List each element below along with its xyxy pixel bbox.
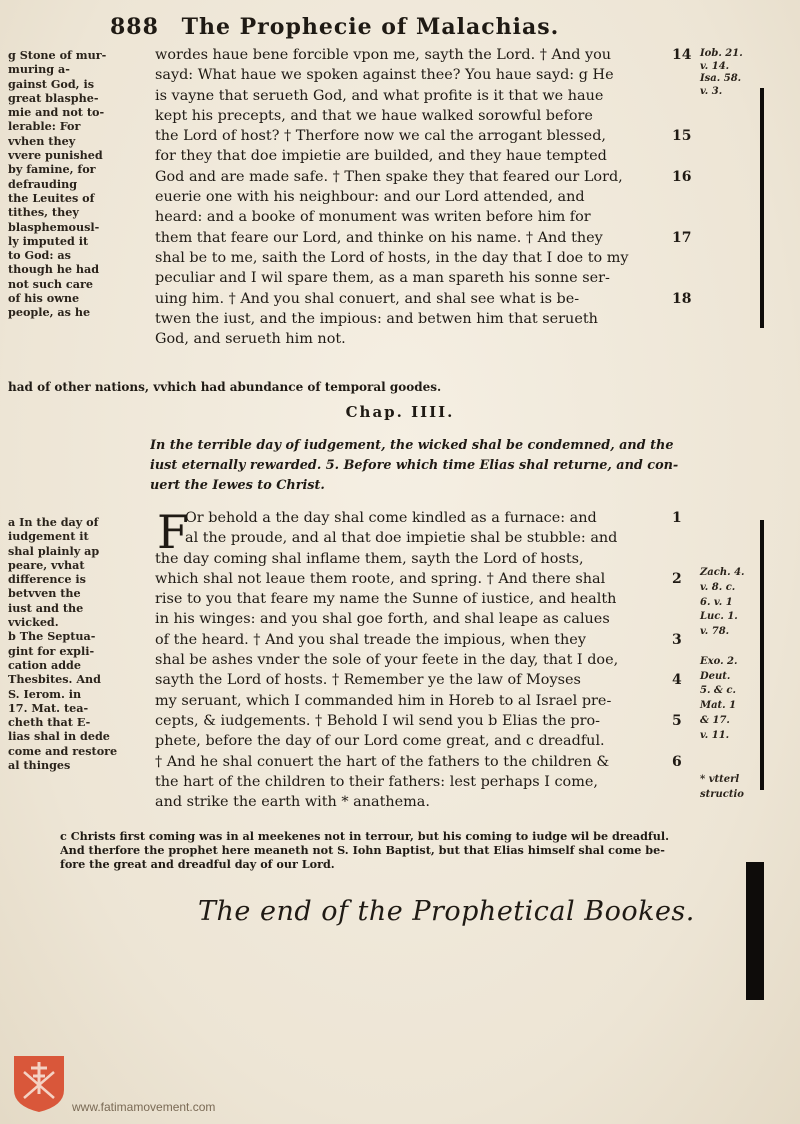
chapter-argument xyxy=(150,436,710,496)
body-line: twen the iust, and the impious: and betwen him that serueth xyxy=(155,310,598,327)
marginal-note-line: blasphemousl- xyxy=(8,219,100,234)
marginal-note-line: Thesbites. And xyxy=(8,672,101,687)
footnote-line: fore the great and dreadful day of our Lord. xyxy=(60,857,335,871)
body-line: of the heard. † And you shal treade the impious, when they xyxy=(155,631,586,648)
end-title: The end of the Prophetical Bookes. xyxy=(198,896,695,927)
marginal-note-line: to God: as xyxy=(8,248,71,263)
body-line: my seruant, which I commanded him in Horeb to al Israel pre- xyxy=(155,692,612,709)
marginal-reference-line: v. 11. xyxy=(700,729,730,741)
papal-keys-logo-icon xyxy=(12,1054,66,1114)
marginal-note-line: muring a- xyxy=(8,62,70,77)
body-line: which shal not leaue them roote, and spring. † And there shal xyxy=(155,570,606,587)
marginal-reference-line: v. 3. xyxy=(700,85,723,97)
verse-number: 6 xyxy=(672,753,682,770)
marginal-reference-line: Isa. 58. xyxy=(700,73,742,85)
verse-number: 3 xyxy=(672,631,682,648)
footer-url: www.fatimamovement.com xyxy=(72,1100,216,1114)
verse-number: 5 xyxy=(672,713,682,729)
body-line: uing him. † And you shal conuert, and shal see what is be- xyxy=(155,290,580,307)
body-line: Or behold a the day shal come kindled as a furnace: and xyxy=(185,510,597,526)
marginal-note-line: betvven the xyxy=(8,586,81,601)
body-line: shal be ashes vnder the sole of your feete in the day, that I doe, xyxy=(155,652,619,669)
running-title: The Prophecie of Malachias. xyxy=(181,14,560,40)
body-line: in his winges: and you shal goe forth, and shal leape as calues xyxy=(155,611,610,628)
chapter-heading: Chap. IIII. xyxy=(345,403,455,421)
marginal-note-line: tithes, they xyxy=(8,205,79,220)
verse-number: 14 xyxy=(672,47,692,63)
verse-number: 4 xyxy=(672,672,682,689)
marginal-note-line: vvhen they xyxy=(8,133,76,148)
page-header xyxy=(110,14,670,40)
body-line: and strike the earth with * anathema. xyxy=(155,794,430,811)
marginal-note-line: shal plainly ap xyxy=(8,543,100,558)
body-line: rise to you that feare my name the Sunne of iustice, and health xyxy=(155,591,617,608)
marginal-reference-line: Luc. 1. xyxy=(700,611,738,623)
marginal-reference-line: Exo. 2. xyxy=(700,655,738,667)
marginal-note-line: lerable: For xyxy=(8,119,81,134)
body-line: the hart of the children to their fathers: lest perhaps I come, xyxy=(155,773,598,790)
marginal-note-line: cation adde xyxy=(8,657,81,672)
marginal-note-line: cheth that E- xyxy=(8,715,91,730)
argument-line: uert the Iewes to Christ. xyxy=(150,478,325,493)
marginal-note-left-chapter xyxy=(8,515,154,772)
marginal-note-line: iudgement it xyxy=(8,529,89,544)
marginal-note-line: vvicked. xyxy=(8,615,59,630)
body-line: for they that doe impietie are builded, and they haue tempted xyxy=(155,148,607,165)
marginal-reference-line: Deut. xyxy=(700,670,731,682)
marginal-note-line: b The Septua- xyxy=(8,629,96,644)
body-line: is vayne that serueth God, and what profite is it that we haue xyxy=(155,87,604,104)
body-line: euerie one with his neighbour: and our Lord attended, and xyxy=(155,189,585,206)
marginal-note-line: al thinges xyxy=(8,758,71,773)
body-line: kept his precepts, and that we haue walked sorowful before xyxy=(155,107,593,124)
verse-number: 17 xyxy=(672,229,692,246)
body-line: God and are made safe. † Then spake they that feared our Lord, xyxy=(155,168,623,185)
marginal-note-line: though he had xyxy=(8,262,100,277)
marginal-note-line: a In the day of xyxy=(8,515,99,529)
marginal-note-line: the Leuites of xyxy=(8,190,95,205)
verse-number: 16 xyxy=(672,168,692,185)
marginal-reference-line: * vtterl xyxy=(700,774,740,786)
marginal-note-line: lias shal in dede xyxy=(8,729,110,744)
footnote-line: And therfore the prophet here meaneth not S. Iohn Baptist, but that Elias himself shal come be- xyxy=(60,843,665,857)
marginal-note-line: mie and not to- xyxy=(8,105,105,120)
footnote-line: c Christs first coming was in al meekenes not in terrour, but his coming to iudge wil be dreadful. xyxy=(60,829,669,843)
body-line: wordes haue bene forcible vpon me, sayth the Lord. † And you xyxy=(155,47,612,63)
argument-line: iust eternally rewarded. 5. Before which time Elias shal returne, and con- xyxy=(150,458,679,473)
marginal-note-line: people, as he xyxy=(8,305,91,320)
marginal-note-line: vvere punished xyxy=(8,148,103,163)
body-line: them that feare our Lord, and thinke on his name. † And they xyxy=(155,229,603,246)
body-line: peculiar and I wil spare them, as a man spareth his sonne ser- xyxy=(155,270,610,287)
body-text-chapter xyxy=(155,505,695,812)
body-line: the Lord of host? † Therfore now we cal the arrogant blessed, xyxy=(155,128,606,145)
verse-number: 1 xyxy=(672,510,682,526)
marginal-note-line: 17. Mat. tea- xyxy=(8,700,89,715)
marginal-note-line: iust and the xyxy=(8,600,84,615)
body-line: sayd: What haue we spoken against thee? You haue sayd: g He xyxy=(155,67,614,84)
scan-edge-bar xyxy=(746,862,764,1000)
marginal-reference-line: & 17. xyxy=(700,714,730,726)
marginal-reference-line: Zach. 4. xyxy=(700,567,745,578)
marginal-note-line: gint for expli- xyxy=(8,643,95,658)
marginal-reference-line: structio xyxy=(700,788,744,800)
body-line: the day coming shal inflame them, sayth the Lord of hosts, xyxy=(155,550,584,567)
marginal-reference-line: v. 78. xyxy=(700,626,730,638)
body-line: sayth the Lord of hosts. † Remember ye the law of Moyses xyxy=(155,672,581,689)
marginal-note-tail: had of other nations, vvhich had abundance of temporal goodes. xyxy=(8,380,442,394)
verse-number: 18 xyxy=(672,290,692,307)
marginal-note-line: gainst God, is xyxy=(8,76,94,91)
scan-edge-bar xyxy=(760,88,764,328)
scan-edge-bar xyxy=(760,520,764,790)
marginal-reference-line: Mat. 1 xyxy=(700,700,737,712)
marginal-note-line: by famine, for xyxy=(8,162,96,177)
marginal-reference-line: v. 14. xyxy=(700,60,730,72)
marginal-note-line: S. Ierom. in xyxy=(8,686,82,701)
marginal-reference-line: v. 8. c. xyxy=(700,581,736,593)
verse-number: 15 xyxy=(672,128,692,145)
marginal-note-line: g Stone of mur- xyxy=(8,48,107,62)
marginal-note-line: difference is xyxy=(8,572,86,587)
marginal-note-line: great blasphe- xyxy=(8,90,99,105)
body-line: shal be to me, saith the Lord of hosts, in the day that I doe to my xyxy=(155,249,629,266)
body-line: al the proude, and al that doe impietie shal be stubble: and xyxy=(185,530,618,547)
marginal-note-left-top xyxy=(8,48,154,320)
drop-cap: F xyxy=(157,505,189,559)
page-number: 888 xyxy=(110,14,159,40)
body-line: cepts, & iudgements. † Behold I wil send you b Elias the pro- xyxy=(155,712,600,729)
marginal-reference-line: Iob. 21. xyxy=(700,48,743,59)
argument-line: In the terrible day of iudgement, the wicked shal be condemned, and the xyxy=(150,438,674,453)
verse-number: 2 xyxy=(672,570,682,587)
marginal-reference-line: 6. v. 1 xyxy=(700,596,733,608)
marginal-note-line: peare, vvhat xyxy=(8,557,85,572)
body-line: heard: and a booke of monument was writen before him for xyxy=(155,209,591,226)
marginal-note-line: of his owne xyxy=(8,291,80,306)
marginal-note-line: not such care xyxy=(8,276,94,291)
body-line: † And he shal conuert the hart of the fathers to the children & xyxy=(155,753,610,770)
body-text-top xyxy=(155,45,695,349)
marginal-note-line: defrauding xyxy=(8,176,78,191)
marginal-note-line: ly imputed it xyxy=(8,233,89,248)
marginal-note-line: come and restore xyxy=(8,743,118,758)
body-line: God, and serueth him not. xyxy=(155,331,346,348)
marginal-reference-line: 5. & c. xyxy=(700,685,737,697)
footnote-c xyxy=(60,829,720,871)
body-line: phete, before the day of our Lord come great, and c dreadful. xyxy=(155,733,605,750)
